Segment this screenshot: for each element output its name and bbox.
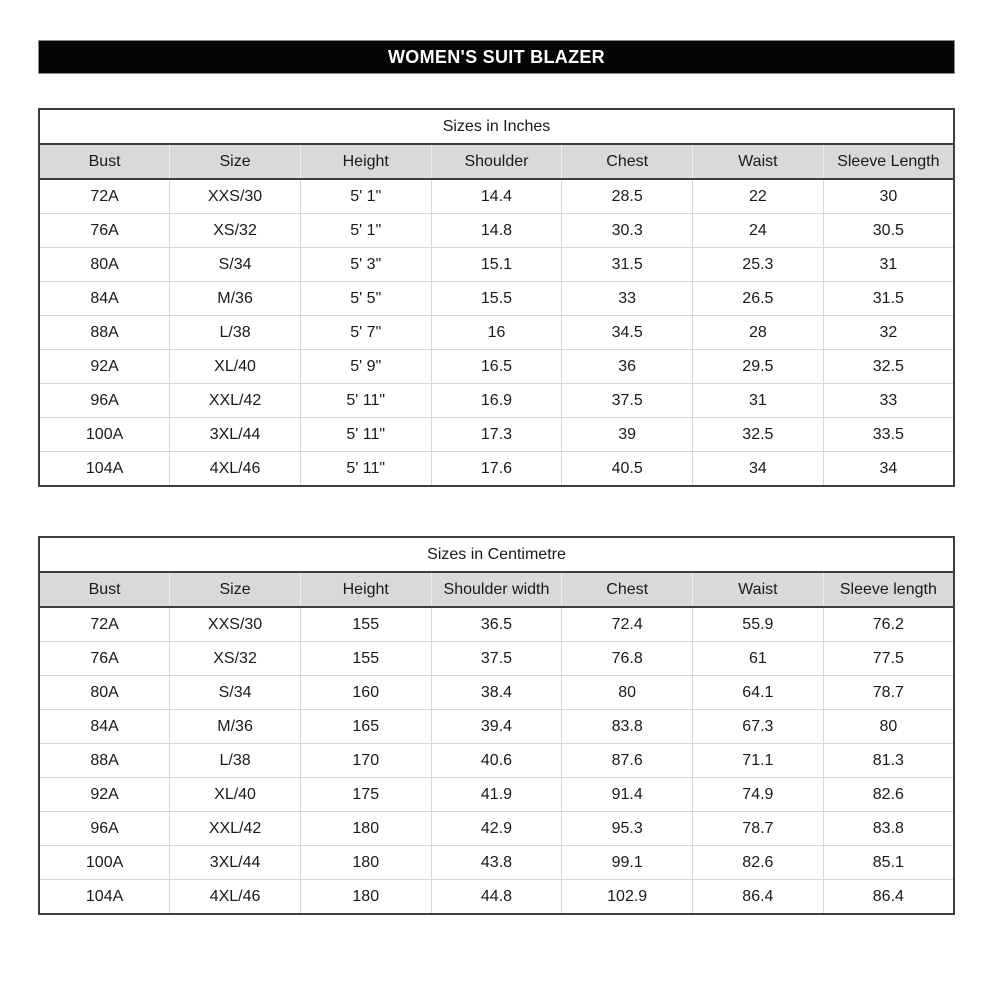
table-cell: L/38	[170, 744, 301, 778]
column-header-sleeve: Sleeve length	[823, 572, 954, 607]
table-header-row	[39, 572, 954, 607]
column-header-waist: Waist	[693, 144, 824, 179]
table-cell: 24	[693, 214, 824, 248]
table-cell: S/34	[170, 676, 301, 710]
table-cell: 100A	[39, 418, 170, 452]
table-header-row	[39, 144, 954, 179]
table-cell: 160	[300, 676, 431, 710]
table-cell: 34.5	[562, 316, 693, 350]
table-cell: 72A	[39, 179, 170, 214]
table-cell: 78.7	[823, 676, 954, 710]
table-cell: 88A	[39, 744, 170, 778]
table-cell: 78.7	[693, 812, 824, 846]
table-cell: 31.5	[562, 248, 693, 282]
table-cell: 71.1	[693, 744, 824, 778]
table-cell: 84A	[39, 282, 170, 316]
table-cell: 77.5	[823, 642, 954, 676]
table-cell: 17.6	[431, 452, 562, 487]
table-row	[39, 607, 954, 642]
column-header-height: Height	[300, 144, 431, 179]
table-cell: 39.4	[431, 710, 562, 744]
table-cell: 86.4	[823, 880, 954, 915]
table-cell: 86.4	[693, 880, 824, 915]
table-cell: 83.8	[562, 710, 693, 744]
table-cell: 4XL/46	[170, 880, 301, 915]
table-cell: 104A	[39, 452, 170, 487]
table-cell: 180	[300, 812, 431, 846]
table-cell: 5' 3"	[300, 248, 431, 282]
table-cell: 29.5	[693, 350, 824, 384]
table-row	[39, 452, 954, 487]
table-cell: 34	[693, 452, 824, 487]
table-cell: 92A	[39, 778, 170, 812]
table-cell: 41.9	[431, 778, 562, 812]
table-cell: 39	[562, 418, 693, 452]
table-cell: 3XL/44	[170, 418, 301, 452]
table-cell: XL/40	[170, 778, 301, 812]
table-row	[39, 384, 954, 418]
column-header-waist: Waist	[693, 572, 824, 607]
table-cell: 5' 5"	[300, 282, 431, 316]
size-chart-sheet	[38, 0, 955, 915]
table-cell: 72.4	[562, 607, 693, 642]
table-cell: 15.5	[431, 282, 562, 316]
table-cell: 155	[300, 607, 431, 642]
table-cell: 72A	[39, 607, 170, 642]
table-cell: 82.6	[823, 778, 954, 812]
table-cell: 80A	[39, 676, 170, 710]
table-row	[39, 642, 954, 676]
column-header-chest: Chest	[562, 572, 693, 607]
table-cell: 17.3	[431, 418, 562, 452]
table-cell: 80A	[39, 248, 170, 282]
table-cell: 92A	[39, 350, 170, 384]
table-cell: L/38	[170, 316, 301, 350]
table-row	[39, 248, 954, 282]
table-cell: 22	[693, 179, 824, 214]
table-cell: 16.9	[431, 384, 562, 418]
table-cell: 80	[562, 676, 693, 710]
table-row	[39, 778, 954, 812]
table-cell: 40.5	[562, 452, 693, 487]
table-cell: 33.5	[823, 418, 954, 452]
table-cell: 104A	[39, 880, 170, 915]
table-cell: XS/32	[170, 214, 301, 248]
table-cell: XL/40	[170, 350, 301, 384]
table-cell: 85.1	[823, 846, 954, 880]
table-cell: 170	[300, 744, 431, 778]
table-cell: 14.4	[431, 179, 562, 214]
table-cell: XXS/30	[170, 179, 301, 214]
table-cell: 31	[823, 248, 954, 282]
table-cell: 42.9	[431, 812, 562, 846]
table-cell: 100A	[39, 846, 170, 880]
table-cell: 30	[823, 179, 954, 214]
table-cell: 33	[823, 384, 954, 418]
table-row	[39, 316, 954, 350]
column-header-size: Size	[170, 144, 301, 179]
table-cell: 37.5	[431, 642, 562, 676]
table-row	[39, 350, 954, 384]
table-cell: XXL/42	[170, 812, 301, 846]
table-row	[39, 710, 954, 744]
column-header-chest: Chest	[562, 144, 693, 179]
table-caption-row	[39, 537, 954, 572]
table-cell: 84A	[39, 710, 170, 744]
table-cell: 5' 11"	[300, 452, 431, 487]
table-cell: 26.5	[693, 282, 824, 316]
table-cell: 33	[562, 282, 693, 316]
table-cell: 4XL/46	[170, 452, 301, 487]
table-cell: 80	[823, 710, 954, 744]
table-cell: 165	[300, 710, 431, 744]
table-cell: 5' 1"	[300, 179, 431, 214]
table-cell: 61	[693, 642, 824, 676]
table-cell: S/34	[170, 248, 301, 282]
column-header-sleeve: Sleeve Length	[823, 144, 954, 179]
table-cell: 14.8	[431, 214, 562, 248]
column-header-bust: Bust	[39, 144, 170, 179]
table-cell: 64.1	[693, 676, 824, 710]
table-cell: 32	[823, 316, 954, 350]
table-cell: M/36	[170, 282, 301, 316]
table-cell: 76.2	[823, 607, 954, 642]
table-cell: XXL/42	[170, 384, 301, 418]
column-header-shoulder: Shoulder	[431, 144, 562, 179]
table-row	[39, 179, 954, 214]
table-cell: 5' 7"	[300, 316, 431, 350]
table-cell: XS/32	[170, 642, 301, 676]
table-cell: M/36	[170, 710, 301, 744]
column-header-bust: Bust	[39, 572, 170, 607]
table-cell: 81.3	[823, 744, 954, 778]
table-cell: 30.3	[562, 214, 693, 248]
table-caption: Sizes in Centimetre	[39, 537, 954, 572]
table-cell: 5' 11"	[300, 384, 431, 418]
table-cell: 55.9	[693, 607, 824, 642]
table-cell: 67.3	[693, 710, 824, 744]
table-cell: 96A	[39, 384, 170, 418]
table-cell: 5' 9"	[300, 350, 431, 384]
table-caption: Sizes in Inches	[39, 109, 954, 144]
table-cell: 96A	[39, 812, 170, 846]
table-caption-row	[39, 109, 954, 144]
table-cell: 30.5	[823, 214, 954, 248]
sizes-in-inches-table	[38, 108, 955, 487]
table-cell: 16.5	[431, 350, 562, 384]
table-cell: 74.9	[693, 778, 824, 812]
table-cell: 76A	[39, 214, 170, 248]
table-row	[39, 282, 954, 316]
table-row	[39, 812, 954, 846]
table-cell: 31	[693, 384, 824, 418]
table-cell: 28.5	[562, 179, 693, 214]
table-cell: 91.4	[562, 778, 693, 812]
table-cell: 43.8	[431, 846, 562, 880]
table-cell: 25.3	[693, 248, 824, 282]
table-row	[39, 744, 954, 778]
table-cell: 76.8	[562, 642, 693, 676]
table-cell: 88A	[39, 316, 170, 350]
table-cell: 5' 1"	[300, 214, 431, 248]
table-cell: 34	[823, 452, 954, 487]
table-cell: 95.3	[562, 812, 693, 846]
sizes-in-centimetre-table	[38, 536, 955, 915]
column-header-shoulder-width: Shoulder width	[431, 572, 562, 607]
table-row	[39, 214, 954, 248]
column-header-size: Size	[170, 572, 301, 607]
table-cell: 16	[431, 316, 562, 350]
table-cell: 102.9	[562, 880, 693, 915]
table-cell: 180	[300, 880, 431, 915]
table-cell: 31.5	[823, 282, 954, 316]
product-title: WOMEN'S SUIT BLAZER	[388, 46, 605, 67]
table-cell: 3XL/44	[170, 846, 301, 880]
column-header-height: Height	[300, 572, 431, 607]
table-cell: XXS/30	[170, 607, 301, 642]
table-cell: 44.8	[431, 880, 562, 915]
table-cell: 87.6	[562, 744, 693, 778]
table-row	[39, 676, 954, 710]
table-cell: 76A	[39, 642, 170, 676]
table-cell: 155	[300, 642, 431, 676]
table-cell: 40.6	[431, 744, 562, 778]
table-cell: 36.5	[431, 607, 562, 642]
table-cell: 180	[300, 846, 431, 880]
table-cell: 83.8	[823, 812, 954, 846]
table-cell: 37.5	[562, 384, 693, 418]
table-cell: 15.1	[431, 248, 562, 282]
table-cell: 28	[693, 316, 824, 350]
table-cell: 38.4	[431, 676, 562, 710]
table-row	[39, 846, 954, 880]
table-cell: 175	[300, 778, 431, 812]
product-title-banner	[38, 40, 955, 74]
table-row	[39, 880, 954, 915]
table-cell: 32.5	[693, 418, 824, 452]
table-cell: 5' 11"	[300, 418, 431, 452]
table-cell: 32.5	[823, 350, 954, 384]
table-cell: 99.1	[562, 846, 693, 880]
table-row	[39, 418, 954, 452]
table-cell: 82.6	[693, 846, 824, 880]
table-cell: 36	[562, 350, 693, 384]
